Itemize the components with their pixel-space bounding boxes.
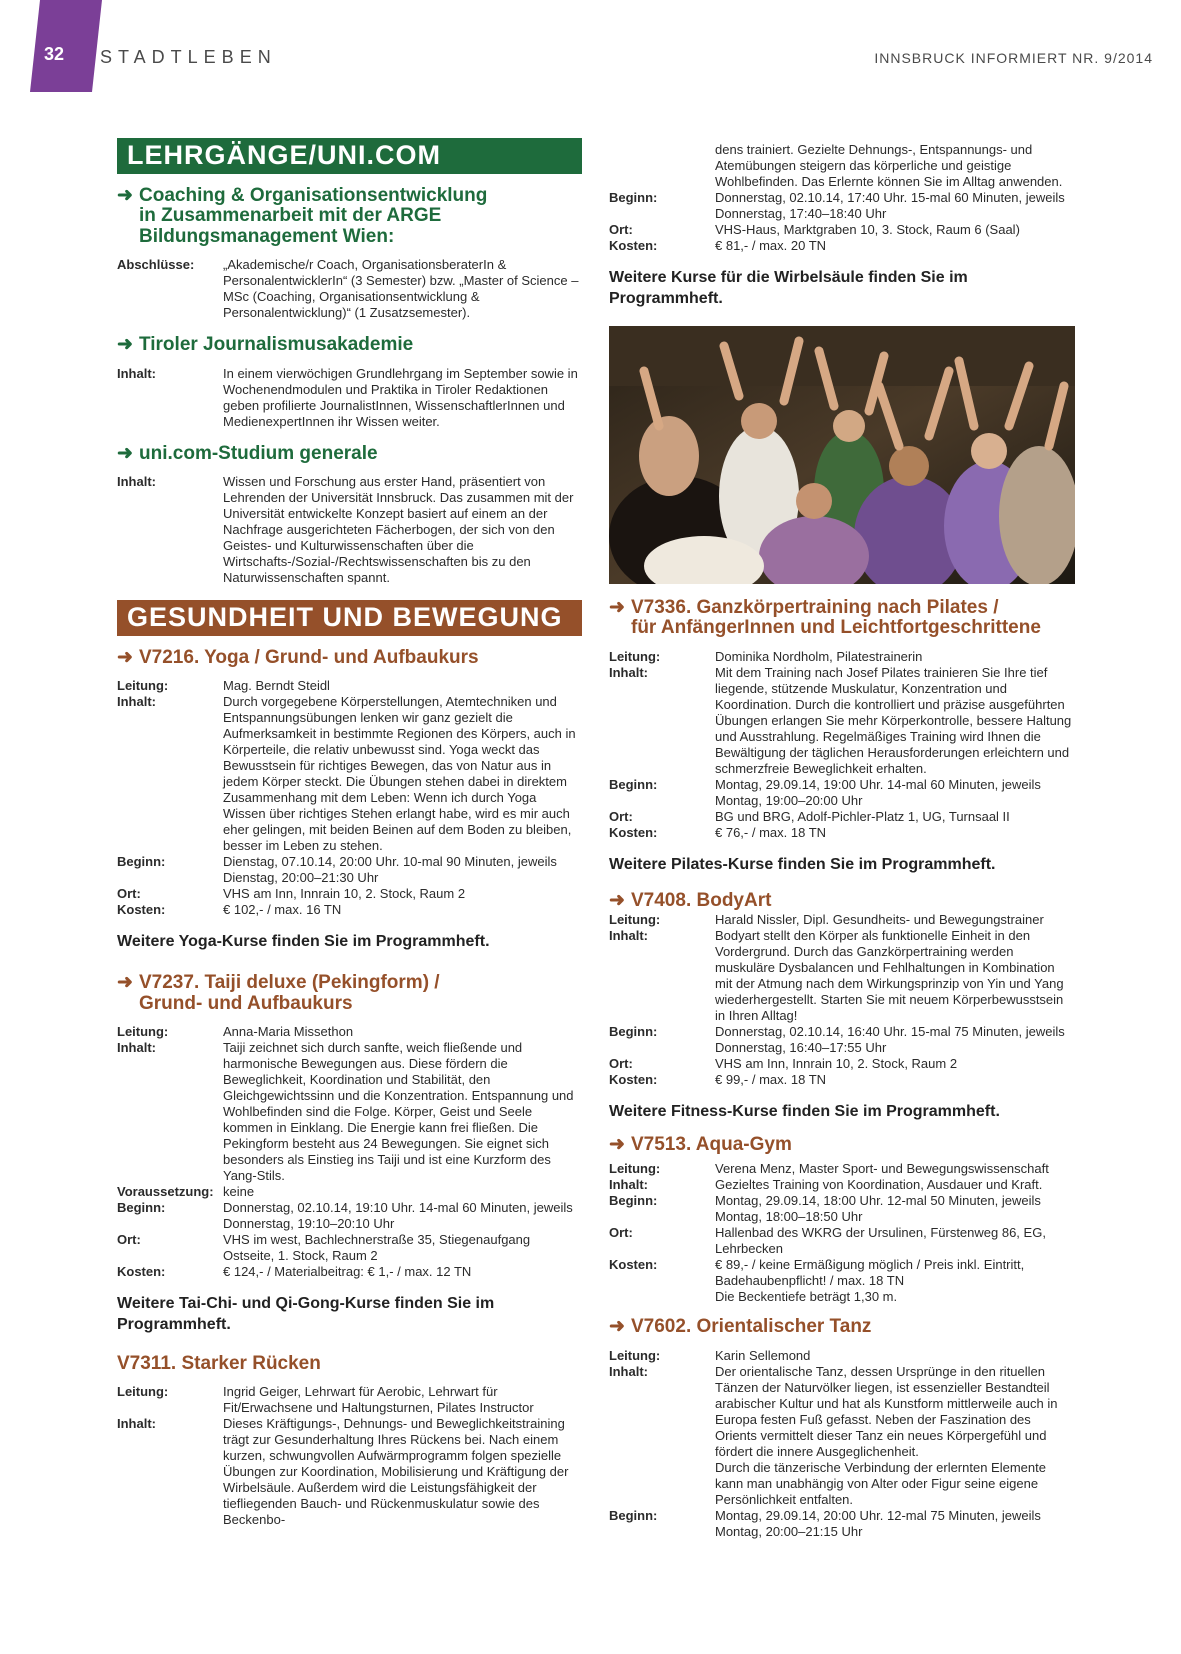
- info-row: [609, 222, 1075, 238]
- field-label: Inhalt:: [117, 1416, 156, 1432]
- info-row: [117, 1184, 582, 1200]
- field-value: Durch vorgegebene Körperstellungen, Atemtechniken und Entspannungsübungen lenken wir ganz gezielt die Aufmerksamkeit in bestimmte Regionen des Körpers, auch in Körperteile, die relativ unbewusst sind. Yoga weckt das Bewusstsein für richtiges Bewegen, das von Natur aus in jedem Körper steckt. Die Übungen stehen dabei in direktem Zusammenhang mit dem Leben: Wenn ich durch Yoga Wissen über richtiges Stehen erlangt habe, wird es mir auch eher gelingen, mit beiden Beinen auf dem Boden zu bleiben, besser im Leben zu stehen.: [223, 694, 576, 854]
- field-label: Ort:: [609, 222, 633, 237]
- field-value: Die Beckentiefe beträgt 1,30 m.: [715, 1289, 898, 1305]
- field-label: Beginn:: [609, 1023, 658, 1039]
- info-row: [609, 1508, 1075, 1540]
- info-row: [609, 777, 1075, 809]
- field-value: € 76,- / max. 18 TN: [715, 824, 827, 840]
- field-label: Inhalt:: [117, 694, 156, 710]
- field-label: Kosten:: [609, 238, 658, 253]
- field-value: Montag, 29.09.14, 19:00 Uhr. 14-mal 60 Minuten, jeweils Montag, 19:00–20:00 Uhr: [715, 776, 1041, 808]
- field-value: VHS-Haus, Marktgraben 10, 3. Stock, Raum 6 (Saal): [715, 222, 1020, 237]
- field-label: Leitung:: [609, 1161, 661, 1177]
- info-row: [117, 257, 582, 321]
- field-value: € 124,- / Materialbeitrag: € 1,- / max. 12 TN: [223, 1264, 472, 1280]
- section-title: STADTLEBEN: [100, 47, 277, 67]
- field-value: Dominika Nordholm, Pilatestrainerin: [715, 648, 923, 664]
- field-value: „Akademische/r Coach, OrganisationsberaterIn & PersonalentwicklerIn“ (3 Semester) bzw. „Master of Science – MSc (Coaching, Organisationsentwicklung & Personalentwicklung)“ (1 Zusatzsemester).: [223, 257, 579, 321]
- field-value: Taiji zeichnet sich durch sanfte, weich fließende und harmonische Bewegungen aus. Diese fördern die Beweglichkeit, Koordination und Stabilität, den Gleichgewichtssinn und die Konzentration. Entspannung und Wohlbefinden sind die Folge. Körper, Geist und Seele kommen in Einklang. Die Energie kann frei fließen. Die Pekingform besteht aus 24 Bewegungen. Sie eignet sich besonders als Einstieg ins Taiji und ist eine Kurzform des Yang-Stils.: [223, 1040, 574, 1184]
- field-value: € 89,- / keine Ermäßigung möglich / Preis inkl. Eintritt, Badehaubenpflicht! / max. 18 TN: [715, 1257, 1025, 1289]
- field-label: Voraussetzung:: [117, 1184, 214, 1200]
- field-value: Montag, 29.09.14, 20:00 Uhr. 12-mal 75 Minuten, jeweils Montag, 20:00–21:15 Uhr: [715, 1507, 1041, 1539]
- info-row: [609, 649, 1075, 665]
- info-row: [609, 665, 1075, 777]
- field-value: Dieses Kräftigungs-, Dehnungs- und Beweglichkeitstraining trägt zur Gesunderhaltung Ihres Rückens bei. Nach einem kurzen, schwungvollen Aufwärmprogramm folgen spezielle Übungen zur Koordination, Mobilisierung und Kräftigung der Wirbelsäule. Außerdem wird die Leistungsfähigkeit der tiefliegenden Bauch- und Rückenmuskulatur sowie des Beckenbo-: [223, 1416, 569, 1528]
- field-label: [609, 1289, 715, 1305]
- field-value: keine: [223, 1184, 255, 1200]
- field-value: Montag, 29.09.14, 18:00 Uhr. 12-mal 50 Minuten, jeweils Montag, 18:00–18:50 Uhr: [715, 1193, 1041, 1225]
- info-row: [609, 1257, 1075, 1289]
- field-value: € 99,- / max. 18 TN: [715, 1071, 827, 1087]
- field-label: Beginn:: [609, 190, 658, 205]
- field-value: VHS am Inn, Innrain 10, 2. Stock, Raum 2: [223, 886, 466, 902]
- info-row: [609, 825, 1075, 841]
- field-value: € 81,- / max. 20 TN: [715, 238, 827, 253]
- page-tab: [30, 0, 102, 92]
- field-value: VHS am Inn, Innrain 10, 2. Stock, Raum 2: [715, 1055, 958, 1071]
- field-value: Anna-Maria Missethon: [223, 1024, 354, 1040]
- arrow-icon: ➜: [609, 890, 625, 912]
- info-row: [609, 1364, 1075, 1460]
- field-value: € 102,- / max. 16 TN: [223, 902, 342, 918]
- arrow-icon: ➜: [117, 972, 133, 994]
- field-value: Hallenbad des WKRG der Ursulinen, Fürstenweg 86, EG, Lehrbecken: [715, 1225, 1046, 1257]
- info-row: [117, 1024, 582, 1040]
- info-row: [609, 1193, 1075, 1225]
- info-row: [609, 238, 1075, 254]
- field-value: Mit dem Training nach Josef Pilates trainieren Sie Ihre tief liegende, stützende Muskulatur, Konzentration und Koordination. Durch die kontrolliert und präzise ausgeführten Übungen erlangen Sie mehr Körperkontrolle, bessere Haltung und Ausstrahlung. Regelmäßiges Training wird Ihnen die Bewältigung der täglichen Herausforderungen erleichtern und schmerzfreie Beweglichkeit erhalten.: [715, 664, 1072, 776]
- info-row: [609, 912, 1075, 928]
- course-title-pilates: ➜ V7336. Ganzkörpertraining nach Pilates / für AnfängerInnen und Leichtfortgeschrittene: [609, 596, 1041, 639]
- field-label: Inhalt:: [117, 1040, 156, 1056]
- field-value: Durch die tänzerische Verbindung der erlernten Elemente kann man unabhängig von Alter oder Figur seine eigene Persönlichkeit entfalten.: [715, 1459, 1046, 1507]
- info-row: [117, 366, 582, 430]
- arrow-icon: ➜: [609, 1316, 625, 1338]
- banner-gesundheit: GESUNDHEIT UND BEWEGUNG: [117, 600, 582, 636]
- field-label: Abschlüsse:: [117, 257, 195, 273]
- info-row: [609, 809, 1075, 825]
- more-info-taiji: Weitere Tai-Chi- und Qi-Gong-Kurse finden Sie im Programmheft.: [117, 1295, 495, 1334]
- arrow-icon: ➜: [117, 334, 133, 356]
- field-value: BG und BRG, Adolf-Pichler-Platz 1, UG, Turnsaal II: [715, 808, 1010, 824]
- field-value: Donnerstag, 02.10.14, 16:40 Uhr. 15-mal 75 Minuten, jeweils Donnerstag, 16:40–17:55 Uhr: [715, 1023, 1065, 1055]
- course-title-ruecken: V7311. Starker Rücken: [117, 1352, 321, 1374]
- info-row: [117, 886, 582, 902]
- course-title-orientalischer-tanz: ➜ V7602. Orientalischer Tanz: [609, 1316, 872, 1338]
- field-value: Karin Sellemond: [715, 1347, 811, 1363]
- info-row: [117, 1200, 582, 1232]
- field-value: Donnerstag, 02.10.14, 19:10 Uhr. 14-mal 60 Minuten, jeweils Donnerstag, 19:10–20:10 Uhr: [223, 1200, 573, 1232]
- info-row: [609, 1460, 1075, 1508]
- dance-class-photo: [609, 326, 1075, 584]
- info-row: [117, 678, 582, 694]
- more-info-pilates: Weitere Pilates-Kurse finden Sie im Programmheft.: [609, 855, 996, 873]
- field-label: Beginn:: [609, 776, 658, 792]
- field-label: Leitung:: [609, 648, 661, 664]
- info-row: [117, 1416, 582, 1528]
- info-row: [117, 1264, 582, 1280]
- field-label: Kosten:: [609, 824, 658, 840]
- field-label: Beginn:: [117, 1200, 166, 1216]
- field-label: Kosten:: [609, 1071, 658, 1087]
- info-row: [609, 1289, 1075, 1305]
- field-label: Ort:: [609, 1225, 633, 1241]
- info-row: [117, 474, 582, 586]
- course-title-coaching: ➜ Coaching & Organisationsentwicklung in Zusammenarbeit mit der ARGE Bildungsmanagement Wien:: [117, 184, 488, 247]
- info-row: [609, 1072, 1075, 1088]
- info-row: [117, 854, 582, 886]
- more-info-yoga: Weitere Yoga-Kurse finden Sie im Programmheft.: [117, 933, 490, 951]
- field-value: Donnerstag, 02.10.14, 17:40 Uhr. 15-mal 60 Minuten, jeweils Donnerstag, 17:40–18:40 Uhr: [715, 190, 1065, 221]
- info-row: [609, 1056, 1075, 1072]
- field-label: Leitung:: [117, 1024, 169, 1040]
- field-label: Leitung:: [117, 678, 169, 694]
- field-value: Wissen und Forschung aus erster Hand, präsentiert von Lehrenden der Universität Innsbruck. Das zusammen mit der Universität entwickelte Konzept basiert auf einem an der Nachfrage ausgerichteten Fächerbogen, der sich von den Geistes- und Kulturwissenschaften über die Wirtschafts-/Sozial-/Rechtswissenschaften bis zu den Naturwissenschaften spannt.: [223, 474, 574, 586]
- info-row: [117, 1384, 582, 1416]
- field-label: Ort:: [117, 886, 141, 902]
- course-title-yoga: ➜ V7216. Yoga / Grund- und Aufbaukurs: [117, 646, 479, 668]
- field-value: dens trainiert. Gezielte Dehnungs-, Entspannungs- und Atemübungen steigern das körperliche und geistige Wohlbefinden. Das Erlernte können Sie im Alltag anwenden.: [715, 142, 1063, 189]
- field-label: Kosten:: [117, 1264, 166, 1280]
- left-column: [117, 138, 582, 1528]
- field-label: Ort:: [609, 1055, 633, 1071]
- field-label: [609, 1460, 715, 1508]
- field-label: Inhalt:: [117, 474, 156, 490]
- banner-lehrgaenge: LEHRGÄNGE/UNI.COM: [117, 138, 582, 174]
- field-label: Ort:: [117, 1232, 141, 1248]
- field-label: Inhalt:: [117, 365, 156, 381]
- info-row: [609, 1225, 1075, 1257]
- field-value: Gezieltes Training von Koordination, Ausdauer und Kraft.: [715, 1177, 1043, 1193]
- field-label: Inhalt:: [609, 664, 648, 680]
- field-value: Der orientalische Tanz, dessen Ursprünge in den rituellen Tänzen der Naturvölker liegen, ist essenzieller Bestandteil arabischer Kultur und hat als Kunstform mittlerweile auch in Europa festen Fuß gefasst. Neben der Faszination des Orients vermittelt dieser Tanz ein neues Körpergefühl und fördert die innere Ausgeglichenheit.: [715, 1363, 1058, 1459]
- arrow-icon: ➜: [117, 184, 133, 206]
- field-value: Ingrid Geiger, Lehrwart für Aerobic, Lehrwart für Fit/Erwachsene und Haltungsturnen, Pilates Instructor: [223, 1384, 534, 1416]
- more-info-fitness: Weitere Fitness-Kurse finden Sie im Programmheft.: [609, 1102, 1000, 1120]
- field-label: Leitung:: [609, 1347, 661, 1363]
- arrow-icon: ➜: [609, 1133, 625, 1155]
- field-label: Inhalt:: [609, 1177, 648, 1193]
- field-value: In einem vierwöchigen Grundlehrgang im September sowie in Wochenendmodulen und Praktika in Tiroler Redaktionen geben profilierte JournalistInnen, WissenschaftlerInnen und MedienexpertInnen ihr Wissen weiter.: [223, 365, 578, 429]
- field-label: Beginn:: [609, 1507, 658, 1523]
- field-value: Mag. Berndt Steidl: [223, 678, 330, 694]
- info-row: [117, 1232, 582, 1264]
- arrow-icon: ➜: [117, 646, 133, 668]
- issue-label: INNSBRUCK INFORMIERT NR. 9/2014: [874, 50, 1153, 66]
- info-row: [609, 1348, 1075, 1364]
- info-row: [609, 142, 1075, 190]
- field-label: Beginn:: [117, 854, 166, 870]
- field-value: Verena Menz, Master Sport- und Bewegungswissenschaft: [715, 1161, 1049, 1177]
- info-row: [609, 190, 1075, 222]
- info-row: [117, 694, 582, 854]
- field-label: [609, 142, 715, 190]
- right-column: [609, 142, 1075, 1540]
- field-value: Bodyart stellt den Körper als funktionelle Einheit in den Vordergrund. Durch das Ganzkörpertraining werden muskuläre Dysbalancen und Fehlhaltungen in Kombination mit der Atmung nach dem Wirkungsprinzip von Yin und Yang wiederhergestellt. Starten Sie mit neuem Körperbewusstsein in Ihren Alltag!: [715, 927, 1064, 1023]
- course-title-bodyart: ➜ V7408. BodyArt: [609, 890, 772, 912]
- info-row: [117, 1040, 582, 1184]
- course-title-journalismus: ➜ Tiroler Journalismusakademie: [117, 334, 414, 356]
- arrow-icon: ➜: [609, 596, 625, 618]
- info-row: [609, 1161, 1075, 1177]
- more-info-wirbelsaeule: Weitere Kurse für die Wirbelsäule finden Sie im Programmheft.: [609, 269, 968, 307]
- course-title-aqua-gym: ➜ V7513. Aqua-Gym: [609, 1133, 792, 1155]
- field-label: Inhalt:: [609, 1363, 648, 1379]
- info-row: [117, 902, 582, 918]
- info-row: [609, 1024, 1075, 1056]
- course-title-taiji: ➜ V7237. Taiji deluxe (Pekingform) / Grund- und Aufbaukurs: [117, 972, 440, 1014]
- field-label: Ort:: [609, 808, 633, 824]
- field-label: Kosten:: [609, 1257, 658, 1273]
- page-number: 32: [44, 44, 65, 64]
- field-label: Beginn:: [609, 1193, 658, 1209]
- field-value: Harald Nissler, Dipl. Gesundheits- und Bewegungstrainer: [715, 911, 1044, 927]
- field-label: Leitung:: [609, 911, 661, 927]
- field-value: Dienstag, 07.10.14, 20:00 Uhr. 10-mal 90 Minuten, jeweils Dienstag, 20:00–21:30 Uhr: [223, 854, 557, 886]
- field-label: Leitung:: [117, 1384, 169, 1400]
- field-value: VHS im west, Bachlechnerstraße 35, Stiegenaufgang Ostseite, 1. Stock, Raum 2: [223, 1232, 531, 1264]
- field-label: Inhalt:: [609, 927, 648, 943]
- info-row: [609, 928, 1075, 1024]
- field-label: Kosten:: [117, 902, 166, 918]
- course-title-studium-generale: ➜ uni.com-Studium generale: [117, 442, 378, 464]
- arrow-icon: ➜: [117, 442, 133, 464]
- info-row: [609, 1177, 1075, 1193]
